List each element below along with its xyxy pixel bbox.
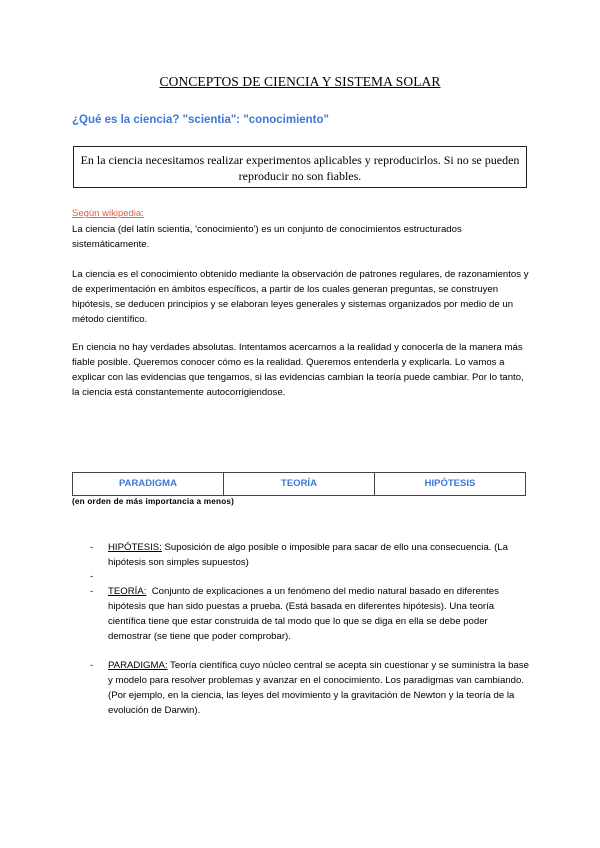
boxed-note: En la ciencia necesitamos realizar experimentos aplicables y reproducirlos. Si no se pueden reproducir no son fiables.: [73, 146, 527, 188]
list-item-teoria: [108, 584, 532, 644]
document-title: CONCEPTOS DE CIENCIA Y SISTEMA SOLAR: [159, 74, 441, 89]
paragraph-knowledge: La ciencia es el conocimiento obtenido mediante la observación de patrones regulares, de razonamientos y de experimentación en ámbitos específicos, a partir de los cuales generan preguntas, se construyen hipótesis, se deducen principios y se elaboran leyes generales y sistemas organizados por medio de un método científico.: [72, 269, 529, 325]
concept-cell-paradigma: PARADIGMA: [119, 478, 177, 489]
concept-table: [72, 472, 526, 496]
list-bullet: -: [90, 586, 94, 597]
list-item-paradigma: [108, 658, 532, 718]
order-note: (en orden de más importancia a menos): [72, 497, 235, 506]
term-label: TEORÍA:: [108, 586, 147, 597]
concept-cell-teoria: TEORÍA: [223, 473, 374, 495]
paragraph-definition: La ciencia (del latín scientia, 'conocimiento') es un conjunto de conocimientos estructurados sistemáticamente.: [72, 224, 462, 250]
wikipedia-link[interactable]: Según wikipedia:: [72, 208, 144, 219]
paragraph-no-absolutes: En ciencia no hay verdades absolutas. Intentamos acercarnos a la realidad y conocerla de la manera más fiable posible. Queremos conocer cómo es la realidad. Queremos entenderla y explicarla. Lo vamos a explicar con las evidencias que tengamos, si las evidencias cambian la teoría puede cambiar. Por lo tanto, la ciencia está constantemente autocorrigiendose.: [72, 342, 524, 398]
term-definition: Teoría científica cuyo núcleo central se acepta sin cuestionar y se suministra la base y modelo para resolver problemas y avanzar en el conocimiento. Los paradigmas van cambiando. (Por ejemplo, en la ciencia, las leyes del movimiento y la gravitación de Newton y la teoría de la evolución de Darwin).: [108, 660, 529, 716]
term-label: PARADIGMA:: [108, 660, 168, 671]
term-definition: Suposición de algo posible o imposible para sacar de ello una consecuencia. (La hipótesis son simples supuestos): [108, 542, 508, 568]
concept-cell-hipotesis: HIPÓTESIS: [374, 473, 525, 495]
list-bullet: -: [90, 542, 94, 553]
list-bullet: -: [90, 571, 94, 582]
list-item-hipotesis: [108, 540, 532, 570]
list-bullet: -: [90, 660, 94, 671]
section-heading: ¿Qué es la ciencia? "scientia": "conocimiento": [72, 114, 329, 126]
term-definition: Conjunto de explicaciones a un fenómeno del medio natural basado en diferentes hipótesis que han sido puestas a prueba. (Está basada en diferentes hipótesis). Una teoría científica tiene que estar construida de tal modo que lo que se diga en ella se debe poder demostrar (se tiene que poder comprobar).: [108, 586, 502, 642]
term-label: HIPÓTESIS:: [108, 542, 162, 553]
